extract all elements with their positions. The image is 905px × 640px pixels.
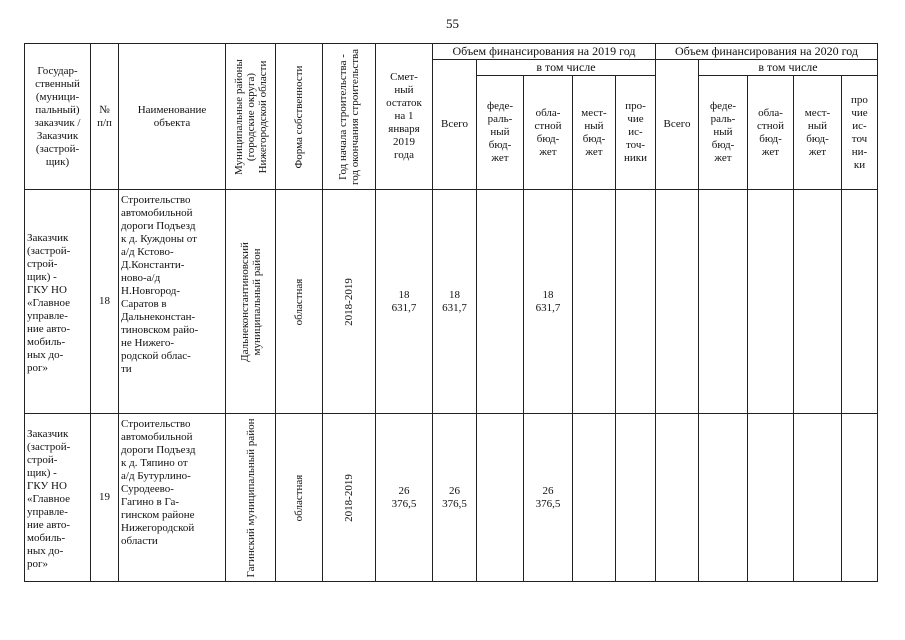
header-customer: Государ- ственный (муници- пальный) заказчик / Заказчик (застрой- щик)	[25, 44, 91, 190]
header-fin-2020: Объем финансирования на 2020 год	[656, 44, 878, 60]
row-local-2020	[794, 414, 842, 582]
row-remainder: 18 631,7	[376, 190, 433, 414]
header-regional-2020: обла- стной бюд- жет	[748, 76, 794, 190]
header-including-2019: в том числе	[477, 60, 656, 76]
header-local-2019: мест- ный бюд- жет	[573, 76, 616, 190]
header-row-1	[25, 44, 878, 60]
row-years	[323, 414, 376, 582]
row-other-2019	[616, 414, 656, 582]
row-ownership	[276, 190, 323, 414]
row-federal-2019	[477, 414, 524, 582]
row-local-2020	[794, 190, 842, 414]
row-regional-2019: 18 631,7	[524, 190, 573, 414]
header-fin-2019: Объем финансирования на 2019 год	[433, 44, 656, 60]
header-district	[226, 44, 276, 190]
header-years-text: Год начала строительства - год окончания строительства	[337, 48, 361, 185]
header-ownership-text: Форма собственности	[293, 65, 305, 168]
row-district-text: Гагинский муниципальный район	[244, 418, 257, 577]
row-object: Строительство автомобильной дороги Подъезд к д. Тяпино от а/д Бутурлино- Суродеево- Гагино в Га- гинском районе Нижегородской области	[119, 414, 226, 582]
row-number: 18	[91, 190, 119, 414]
row-object: Строительство автомобильной дороги Подъезд к д. Куждоны от а/д Кстово- Д.Константи- ново-а/д Н.Новгород- Саратов в Дальнеконстан- тиновском райо- не Нижего- родской облас- ти	[119, 190, 226, 414]
header-ownership	[276, 44, 323, 190]
header-total-2019: Всего	[433, 60, 477, 190]
financing-table	[24, 43, 878, 582]
row-district	[226, 190, 276, 414]
header-regional-2019: обла- стной бюд- жет	[524, 76, 573, 190]
header-local-2020: мест- ный бюд- жет	[794, 76, 842, 190]
row-local-2019	[573, 190, 616, 414]
row-other-2020	[842, 414, 878, 582]
row-total-2019: 18 631,7	[433, 190, 477, 414]
row-federal-2020	[699, 190, 748, 414]
row-total-2020	[656, 190, 699, 414]
header-remainder: Смет- ный остаток на 1 января 2019 года	[376, 44, 433, 190]
row-customer: Заказчик (застрой- строй- щик) - ГКУ НО «Главное управле- ние авто- мобиль- ных до- рог»	[25, 414, 91, 582]
row-district	[226, 414, 276, 582]
row-ownership	[276, 414, 323, 582]
row-ownership-text: областная	[293, 278, 305, 325]
row-regional-2020	[748, 414, 794, 582]
row-other-2020	[842, 190, 878, 414]
header-including-2020: в том числе	[699, 60, 878, 76]
row-total-2020	[656, 414, 699, 582]
row-local-2019	[573, 414, 616, 582]
header-other-2020: про чие ис- точ ни- ки	[842, 76, 878, 190]
header-no: № п/п	[91, 44, 119, 190]
row-number: 19	[91, 414, 119, 582]
table-row	[25, 190, 878, 414]
header-federal-2020: феде- раль- ный бюд- жет	[699, 76, 748, 190]
row-regional-2020	[748, 190, 794, 414]
row-other-2019	[616, 190, 656, 414]
row-years	[323, 190, 376, 414]
header-district-text: Муниципальные районы (городские округа) Нижегородской области	[232, 58, 269, 175]
row-years-text: 2018-2019	[343, 473, 355, 522]
row-federal-2020	[699, 414, 748, 582]
header-years	[323, 44, 376, 190]
header-total-2020: Всего	[656, 60, 699, 190]
row-federal-2019	[477, 190, 524, 414]
header-object-name: Наименование объекта	[119, 44, 226, 190]
page-number: 55	[446, 16, 459, 31]
row-ownership-text: областная	[293, 474, 305, 521]
table-row	[25, 414, 878, 582]
row-remainder: 26 376,5	[376, 414, 433, 582]
header-other-2019: про- чие ис- точ- ники	[616, 76, 656, 190]
row-total-2019: 26 376,5	[433, 414, 477, 582]
row-years-text: 2018-2019	[343, 277, 355, 326]
row-regional-2019: 26 376,5	[524, 414, 573, 582]
header-federal-2019: феде- раль- ный бюд- жет	[477, 76, 524, 190]
row-district-text: Дальнеконстантиновский муниципальный район	[238, 241, 263, 362]
row-customer: Заказчик (застрой- строй- щик) - ГКУ НО «Главное управле- ние авто- мобиль- ных до- рог»	[25, 190, 91, 414]
